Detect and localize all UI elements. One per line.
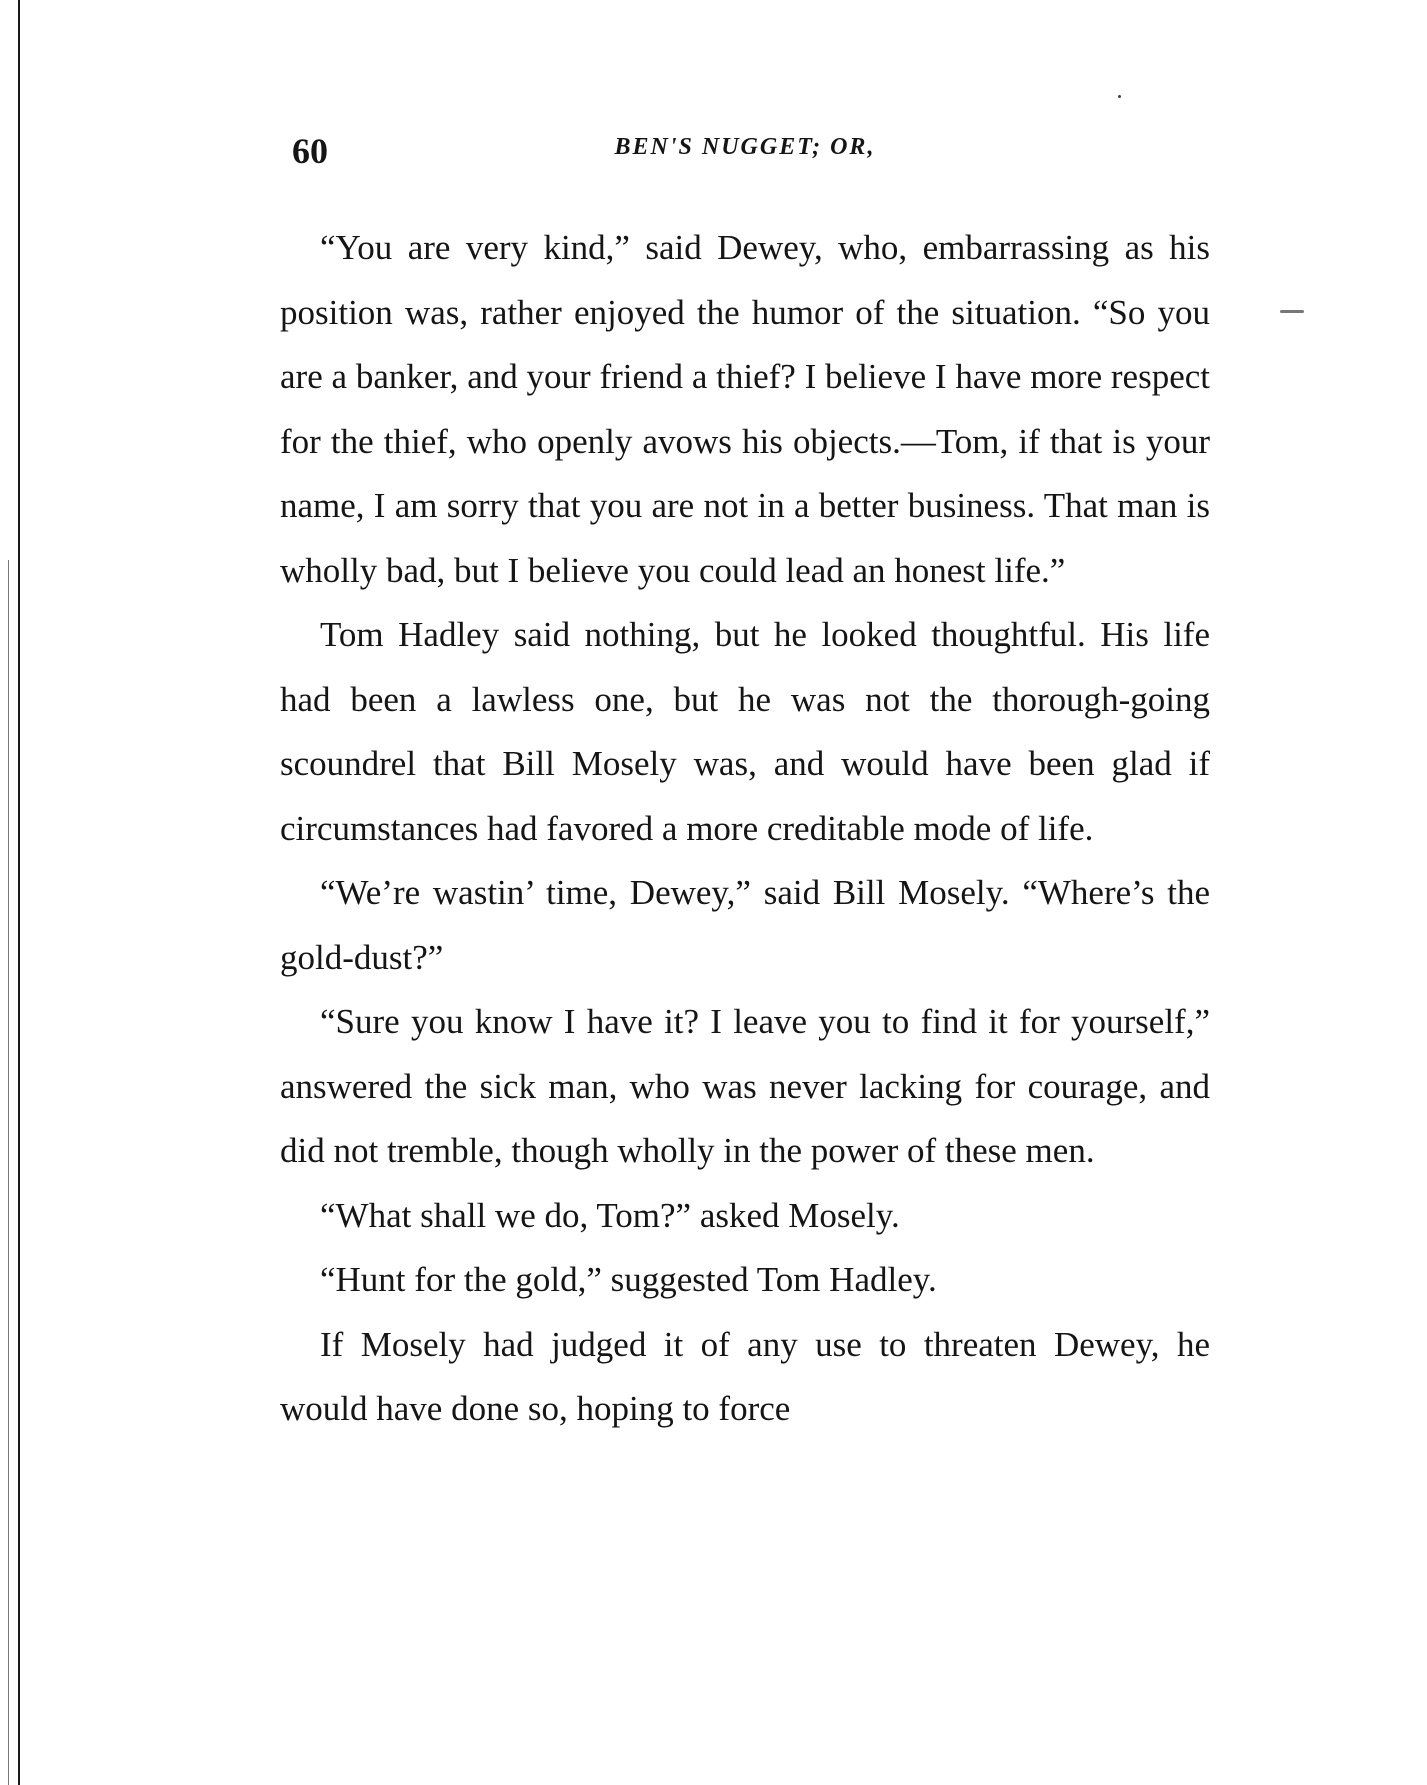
body-text <box>280 216 1210 1442</box>
paragraph: Tom Hadley said nothing, but he looked thoughtful. His life had been a lawless one, but he was not the thorough-going scoundrel that Bill Mosely was, and would have been glad if circumstances had favored a more creditable mode of life. <box>280 615 1210 848</box>
paragraph: “Sure you know I have it? I leave you to find it for yourself,” answered the sick man, who was never lacking for courage, and did not tremble, though wholly in the power of these men. <box>280 1002 1210 1170</box>
page-number: 60 <box>292 131 328 171</box>
ink-speck <box>1118 95 1121 98</box>
left-binding-edge <box>18 0 20 1785</box>
ink-speck <box>1280 310 1304 313</box>
page-header <box>280 130 1210 180</box>
paragraph: “What shall we do, Tom?” asked Mosely. <box>320 1195 900 1235</box>
paragraph: If Mosely had judged it of any use to threaten Dewey, he would have done so, hoping to force <box>280 1324 1210 1428</box>
left-binding-edge-inner <box>8 560 9 1785</box>
book-page <box>280 130 1210 1442</box>
running-title: BEN'S NUGGET; OR, <box>614 134 876 160</box>
paragraph: “Hunt for the gold,” suggested Tom Hadley. <box>320 1260 937 1299</box>
paragraph: “You are very kind,” said Dewey, who, embarrassing as his position was, rather enjoyed the humor of the situation. “So you are a banker, and your friend a thief? I believe I have more respect for the thief, who openly avows his objects.—Tom, if that is your name, I am sorry that you are not in a better business. That man is wholly bad, but I believe you could lead an honest life.” <box>280 228 1210 590</box>
paragraph: “We’re wastin’ time, Dewey,” said Bill Mosely. “Where’s the gold-dust?” <box>280 873 1210 977</box>
